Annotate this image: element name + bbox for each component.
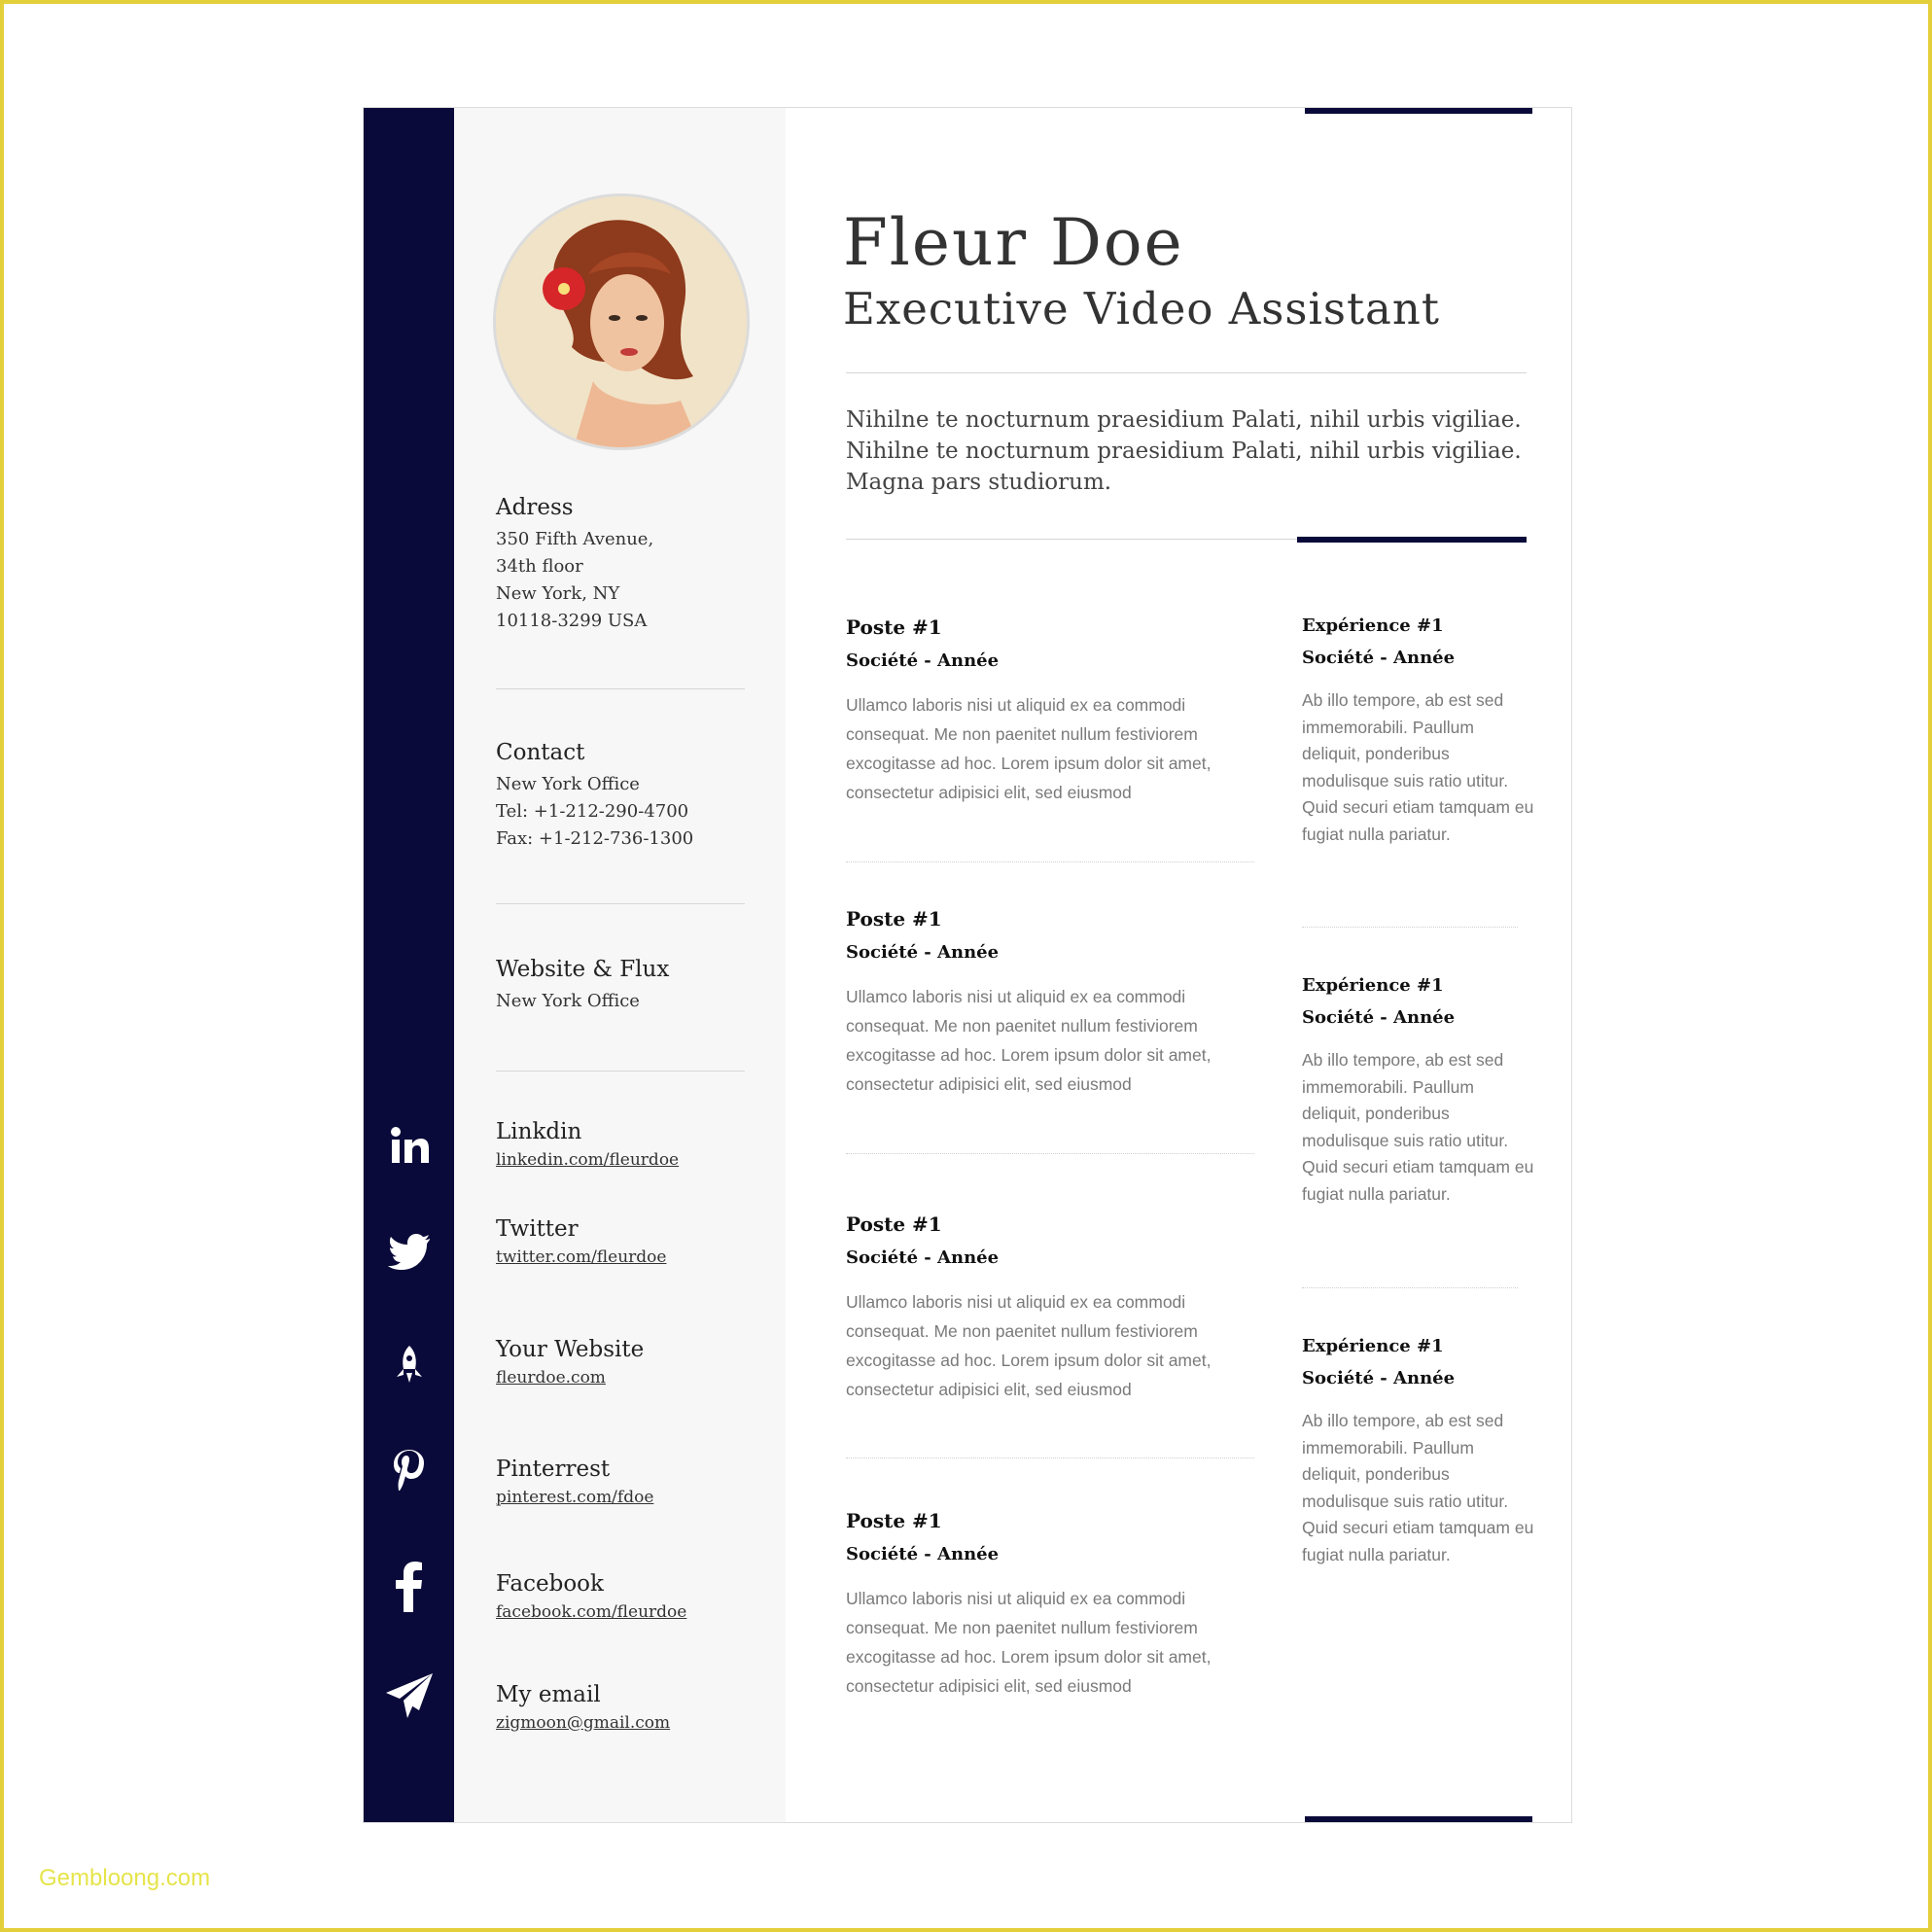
person-name: Fleur Doe: [843, 205, 1184, 280]
divider: [846, 1153, 1254, 1154]
experience-title: Expérience #1: [1302, 615, 1444, 636]
link-url[interactable]: fleurdoe.com: [496, 1368, 606, 1388]
accent-bar: [1297, 537, 1527, 543]
contact-line: Tel: +1-212-290-4700: [496, 801, 689, 822]
experience-entry: [1302, 975, 1535, 1208]
link-url[interactable]: twitter.com/fleurdoe: [496, 1247, 667, 1267]
address-line: 34th floor: [496, 556, 583, 577]
experience-description: Ab illo tempore, ab est sed immemorabili. Paullum deliquit, ponderibus modulisque suis ratio utitur. Quid securi etiam tamquam eu fugiat nulla pariatur.: [1302, 1050, 1534, 1204]
pinterest-icon[interactable]: [364, 1438, 454, 1506]
job-entry-company: Société - Année: [846, 1247, 1000, 1268]
divider: [496, 688, 745, 689]
website-flux-heading: Website & Flux: [496, 957, 670, 982]
job-entry-title: Poste #1: [846, 907, 942, 931]
link-heading: Linkdin: [496, 1119, 582, 1144]
link-twitter: [496, 1216, 749, 1267]
link-website: [496, 1337, 749, 1388]
link-heading: My email: [496, 1682, 601, 1707]
twitter-icon[interactable]: [364, 1218, 454, 1286]
intro-paragraph: Nihilne te nocturnum praesidium Palati, nihil urbis vigiliae. Nihilne te nocturnum praesidium Palati, nihil urbis vigiliae. Magna pars studiorum.: [846, 407, 1522, 495]
facebook-icon[interactable]: [364, 1552, 454, 1620]
paper-plane-icon[interactable]: [364, 1662, 454, 1730]
divider: [1302, 927, 1518, 928]
link-linkedin: [496, 1119, 749, 1170]
watermark-text: Gembloong.com: [39, 1865, 211, 1891]
contact-heading: Contact: [496, 740, 585, 765]
link-url[interactable]: facebook.com/fleurdoe: [496, 1602, 687, 1622]
job-entry: [846, 1509, 1264, 1701]
resume-page: [363, 107, 1572, 1823]
experience-entry: [1302, 615, 1535, 848]
job-entry-title: Poste #1: [846, 1509, 942, 1532]
link-url[interactable]: zigmoon@gmail.com: [496, 1713, 671, 1733]
divider: [846, 372, 1527, 373]
job-entry: [846, 1212, 1264, 1404]
job-entry-company: Société - Année: [846, 1544, 1000, 1564]
link-heading: Facebook: [496, 1571, 604, 1597]
address-section: [496, 495, 749, 635]
link-url[interactable]: pinterest.com/fdoe: [496, 1488, 654, 1507]
top-accent-bar: [1305, 108, 1532, 114]
job-entry-description: Ullamco laboris nisi ut aliquid ex ea commodi consequat. Me non paenitet nullum festiviorem excogitasse ad hoc. Lorem ipsum dolor sit amet, consectetur adipisici elit, sed eiusmod: [846, 987, 1212, 1094]
rocket-icon[interactable]: [364, 1331, 454, 1399]
experience-description: Ab illo tempore, ab est sed immemorabili. Paullum deliquit, ponderibus modulisque suis ratio utitur. Quid securi etiam tamquam eu fugiat nulla pariatur.: [1302, 1411, 1534, 1564]
experience-company: Société - Année: [1302, 648, 1456, 668]
contact-section: [496, 740, 749, 853]
job-entry-company: Société - Année: [846, 650, 1000, 671]
link-heading: Pinterrest: [496, 1457, 611, 1482]
address-line: 350 Fifth Avenue,: [496, 529, 654, 549]
address-heading: Adress: [496, 495, 574, 520]
job-entry: [846, 907, 1264, 1099]
job-entry-company: Société - Année: [846, 942, 1000, 963]
job-entry-description: Ullamco laboris nisi ut aliquid ex ea commodi consequat. Me non paenitet nullum festiviorem excogitasse ad hoc. Lorem ipsum dolor sit amet, consectetur adipisici elit, sed eiusmod: [846, 1292, 1212, 1399]
experience-company: Société - Année: [1302, 1007, 1456, 1028]
link-email: [496, 1682, 749, 1733]
website-flux-section: [496, 957, 749, 1015]
linkedin-icon[interactable]: [364, 1111, 454, 1179]
link-heading: Your Website: [496, 1337, 645, 1362]
contact-line: Fax: +1-212-736-1300: [496, 828, 694, 849]
experience-entry: [1302, 1336, 1535, 1568]
website-flux-line: New York Office: [496, 991, 640, 1011]
divider: [496, 903, 745, 904]
bottom-accent-bar: [1305, 1816, 1532, 1822]
link-facebook: [496, 1571, 749, 1622]
job-title: Executive Video Assistant: [843, 283, 1440, 334]
profile-photo: [493, 193, 750, 450]
job-entry-title: Poste #1: [846, 615, 942, 639]
contact-line: New York Office: [496, 774, 640, 794]
link-url[interactable]: linkedin.com/fleurdoe: [496, 1150, 680, 1170]
job-entry-title: Poste #1: [846, 1212, 942, 1236]
experience-company: Société - Année: [1302, 1368, 1456, 1388]
link-pinterest: [496, 1457, 749, 1507]
job-entry-description: Ullamco laboris nisi ut aliquid ex ea commodi consequat. Me non paenitet nullum festiviorem excogitasse ad hoc. Lorem ipsum dolor sit amet, consectetur adipisici elit, sed eiusmod: [846, 695, 1212, 802]
social-sidebar: [364, 108, 454, 1822]
experience-title: Expérience #1: [1302, 975, 1444, 996]
job-entry: [846, 615, 1264, 807]
link-heading: Twitter: [496, 1216, 579, 1242]
address-line: New York, NY: [496, 583, 620, 604]
divider: [846, 861, 1254, 862]
job-entry-description: Ullamco laboris nisi ut aliquid ex ea commodi consequat. Me non paenitet nullum festiviorem excogitasse ad hoc. Lorem ipsum dolor sit amet, consectetur adipisici elit, sed eiusmod: [846, 1589, 1212, 1696]
divider: [1302, 1287, 1518, 1288]
experience-title: Expérience #1: [1302, 1336, 1444, 1356]
address-line: 10118-3299 USA: [496, 611, 648, 631]
experience-description: Ab illo tempore, ab est sed immemorabili. Paullum deliquit, ponderibus modulisque suis ratio utitur. Quid securi etiam tamquam eu fugiat nulla pariatur.: [1302, 690, 1534, 844]
